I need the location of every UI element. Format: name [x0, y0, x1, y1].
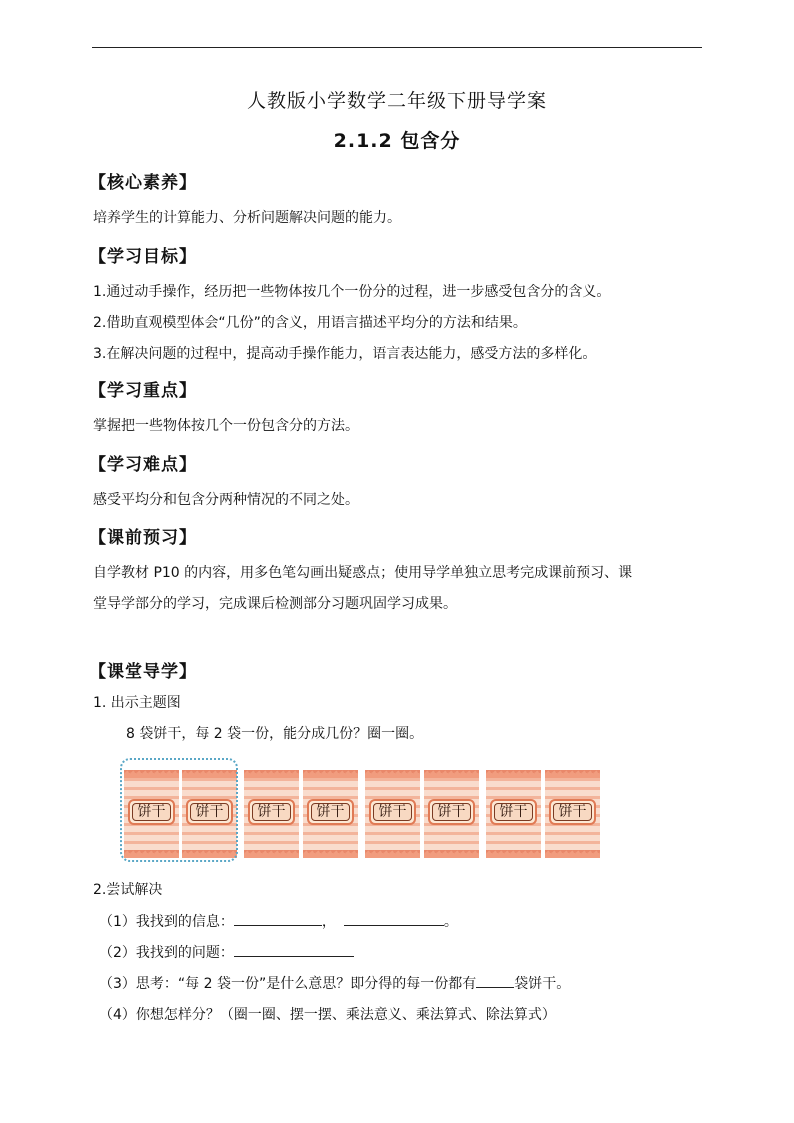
key-text: 掌握把一些物体按几个一份包含分的方法。	[93, 418, 359, 434]
packet-label-text: 饼干	[132, 803, 171, 821]
heading-goals: 【学习目标】	[89, 247, 197, 267]
biscuit-packet	[303, 770, 358, 858]
question-2	[99, 942, 354, 962]
answer-blank-2[interactable]	[234, 942, 354, 957]
packet-label	[369, 799, 416, 825]
question-3-suffix: 袋饼干。	[514, 976, 571, 992]
answer-blank-1a[interactable]	[234, 911, 322, 926]
preview-text-line2: 堂导学部分的学习，完成课后检测部分习题巩固学习成果。	[93, 596, 457, 612]
difficulty-text: 感受平均分和包含分两种情况的不同之处。	[93, 492, 359, 508]
document-title: 人教版小学数学二年级下册导学案	[246, 90, 547, 112]
packet-seal-top	[486, 770, 541, 778]
question-2-label: （2）我找到的问题：	[99, 945, 234, 961]
heading-core: 【核心素养】	[89, 173, 197, 193]
header-rule	[92, 47, 702, 48]
goal-item-1: 1.通过动手操作，经历把一些物体按几个一份分的过程，进一步感受包含分的含义。	[93, 284, 611, 300]
biscuit-packet	[486, 770, 541, 858]
packet-label	[549, 799, 596, 825]
answer-blank-1b[interactable]	[344, 911, 444, 926]
packet-seal-bottom	[303, 850, 358, 858]
preview-text-line1: 自学教材 P10 的内容，用多色笔勾画出疑惑点；使用导学单独立思考完成课前预习、课	[93, 565, 633, 581]
lesson-title: 2.1.2 包含分	[333, 130, 461, 152]
biscuit-packet	[244, 770, 299, 858]
question-1-label: （1）我找到的信息：	[99, 914, 234, 930]
packet-label	[307, 799, 354, 825]
packet-label	[490, 799, 537, 825]
biscuit-packet	[424, 770, 479, 858]
packet-seal-top	[424, 770, 479, 778]
packet-label	[248, 799, 295, 825]
packet-label-text: 饼干	[432, 803, 471, 821]
packet-seal-top	[365, 770, 420, 778]
packet-seal-bottom	[424, 850, 479, 858]
biscuit-packet	[365, 770, 420, 858]
packet-label-text: 饼干	[252, 803, 291, 821]
guide-step2: 2.尝试解决	[93, 882, 163, 898]
heading-difficulty: 【学习难点】	[89, 455, 197, 475]
packet-seal-bottom	[486, 850, 541, 858]
question-3	[99, 973, 570, 993]
packet-seal-top	[303, 770, 358, 778]
packet-seal-top	[244, 770, 299, 778]
packet-label-text: 饼干	[190, 803, 229, 821]
packet-seal-top	[545, 770, 600, 778]
packet-seal-bottom	[545, 850, 600, 858]
answer-blank-3[interactable]	[476, 973, 514, 988]
core-text: 培养学生的计算能力、分析问题解决问题的能力。	[93, 210, 401, 226]
heading-key: 【学习重点】	[89, 381, 197, 401]
packet-label	[428, 799, 475, 825]
question-4: （4）你想怎样分？（圈一圈、摆一摆、乘法意义、乘法算式、除法算式）	[99, 1007, 556, 1023]
guide-step1: 1. 出示主题图	[93, 695, 181, 711]
question-1-end: 。	[443, 914, 458, 930]
goal-item-2: 2.借助直观模型体会“几份”的含义，用语言描述平均分的方法和结果。	[93, 315, 527, 331]
packet-label-text: 饼干	[373, 803, 412, 821]
circled-group	[120, 758, 238, 862]
guide-problem: 8 袋饼干，每 2 袋一份，能分成几份？圈一圈。	[126, 726, 424, 742]
heading-guide: 【课堂导学】	[89, 662, 197, 682]
question-3-label: （3）思考：“每 2 袋一份”是什么意思？即分得的每一份都有	[99, 976, 477, 992]
packet-seal-bottom	[244, 850, 299, 858]
packet-label-text: 饼干	[553, 803, 592, 821]
packet-seal-bottom	[365, 850, 420, 858]
biscuit-packet	[545, 770, 600, 858]
question-1	[99, 911, 458, 931]
packet-label-text: 饼干	[494, 803, 533, 821]
goal-item-3: 3.在解决问题的过程中，提高动手操作能力，语言表达能力，感受方法的多样化。	[93, 346, 597, 362]
packet-label-text: 饼干	[311, 803, 350, 821]
question-1-sep: ，	[321, 914, 336, 930]
heading-preview: 【课前预习】	[89, 528, 197, 548]
